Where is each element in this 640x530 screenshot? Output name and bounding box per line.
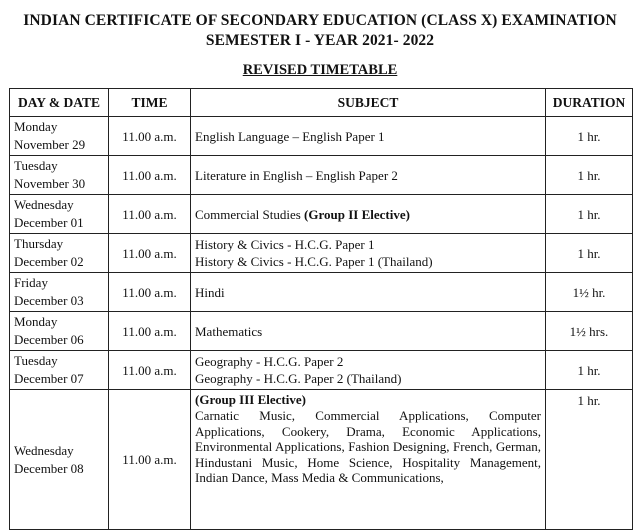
day-date-cell: Thursday December 02 [10, 234, 109, 273]
subject-cell: Geography - H.C.G. Paper 2 Geography - H.C.G. Paper 2 (Thailand) [191, 351, 546, 390]
subject-cell: Mathematics [191, 312, 546, 351]
time-cell: 11.00 a.m. [109, 312, 191, 351]
table-row [10, 195, 633, 234]
col-header-subject: SUBJECT [191, 89, 546, 117]
time-cell: 11.00 a.m. [109, 156, 191, 195]
day-date-cell: Monday December 06 [10, 312, 109, 351]
day-date-cell: Tuesday November 30 [10, 156, 109, 195]
duration-cell: 1 hr. [546, 234, 633, 273]
table-row [10, 390, 633, 530]
elective-subject-list: Carnatic Music, Commercial Applications, Computer Applications, Cookery, Drama, Economic Applications, Environmental Applications, Fashion Designing, French, German, Hindustani Music, Home Science, Hospitality Management, Indian Dance, Mass Media & Communications, [195, 408, 541, 486]
time-cell: 11.00 a.m. [109, 390, 191, 530]
timetable-table [9, 88, 633, 530]
subject-cell: Hindi [191, 273, 546, 312]
duration-cell: 1 hr. [546, 156, 633, 195]
subject-cell: (Group III Elective) Carnatic Music, Commercial Applications, Computer Applications, Cookery, Drama, Economic Applications, Environmental Applications, Fashion Designing, French, German, Hindustani Music, Home Science, Hospitality Management, Indian Dance, Mass Media & Communications, [191, 390, 546, 530]
table-row [10, 234, 633, 273]
header-row [10, 89, 633, 117]
duration-cell: 1 hr. [546, 117, 633, 156]
col-header-duration: DURATION [546, 89, 633, 117]
duration-cell: 1½ hrs. [546, 312, 633, 351]
time-cell: 11.00 a.m. [109, 234, 191, 273]
time-cell: 11.00 a.m. [109, 273, 191, 312]
time-cell: 11.00 a.m. [109, 117, 191, 156]
time-cell: 11.00 a.m. [109, 351, 191, 390]
duration-cell: 1 hr. [546, 195, 633, 234]
subject-cell: History & Civics - H.C.G. Paper 1 History & Civics - H.C.G. Paper 1 (Thailand) [191, 234, 546, 273]
table-row [10, 312, 633, 351]
subject-cell: Literature in English – English Paper 2 [191, 156, 546, 195]
subject-cell: English Language – English Paper 1 [191, 117, 546, 156]
day-date-cell: Friday December 03 [10, 273, 109, 312]
day-date-cell: Tuesday December 07 [10, 351, 109, 390]
day-date-cell: Wednesday December 01 [10, 195, 109, 234]
table-row [10, 273, 633, 312]
subject-cell: Commercial Studies (Group II Elective) [191, 195, 546, 234]
col-header-time: TIME [109, 89, 191, 117]
col-header-day-date: DAY & DATE [10, 89, 109, 117]
exam-title: INDIAN CERTIFICATE OF SECONDARY EDUCATION (CLASS X) EXAMINATION [23, 12, 617, 29]
day-date-cell: Wednesday December 08 [10, 390, 109, 530]
time-cell: 11.00 a.m. [109, 195, 191, 234]
table-row [10, 117, 633, 156]
duration-cell: 1 hr. [546, 390, 633, 530]
table-row [10, 351, 633, 390]
day-date-cell: Monday November 29 [10, 117, 109, 156]
exam-semester-year: SEMESTER I - YEAR 2021- 2022 [205, 32, 435, 49]
table-row [10, 156, 633, 195]
timetable-subtitle: REVISED TIMETABLE [242, 62, 398, 78]
duration-cell: 1½ hr. [546, 273, 633, 312]
duration-cell: 1 hr. [546, 351, 633, 390]
